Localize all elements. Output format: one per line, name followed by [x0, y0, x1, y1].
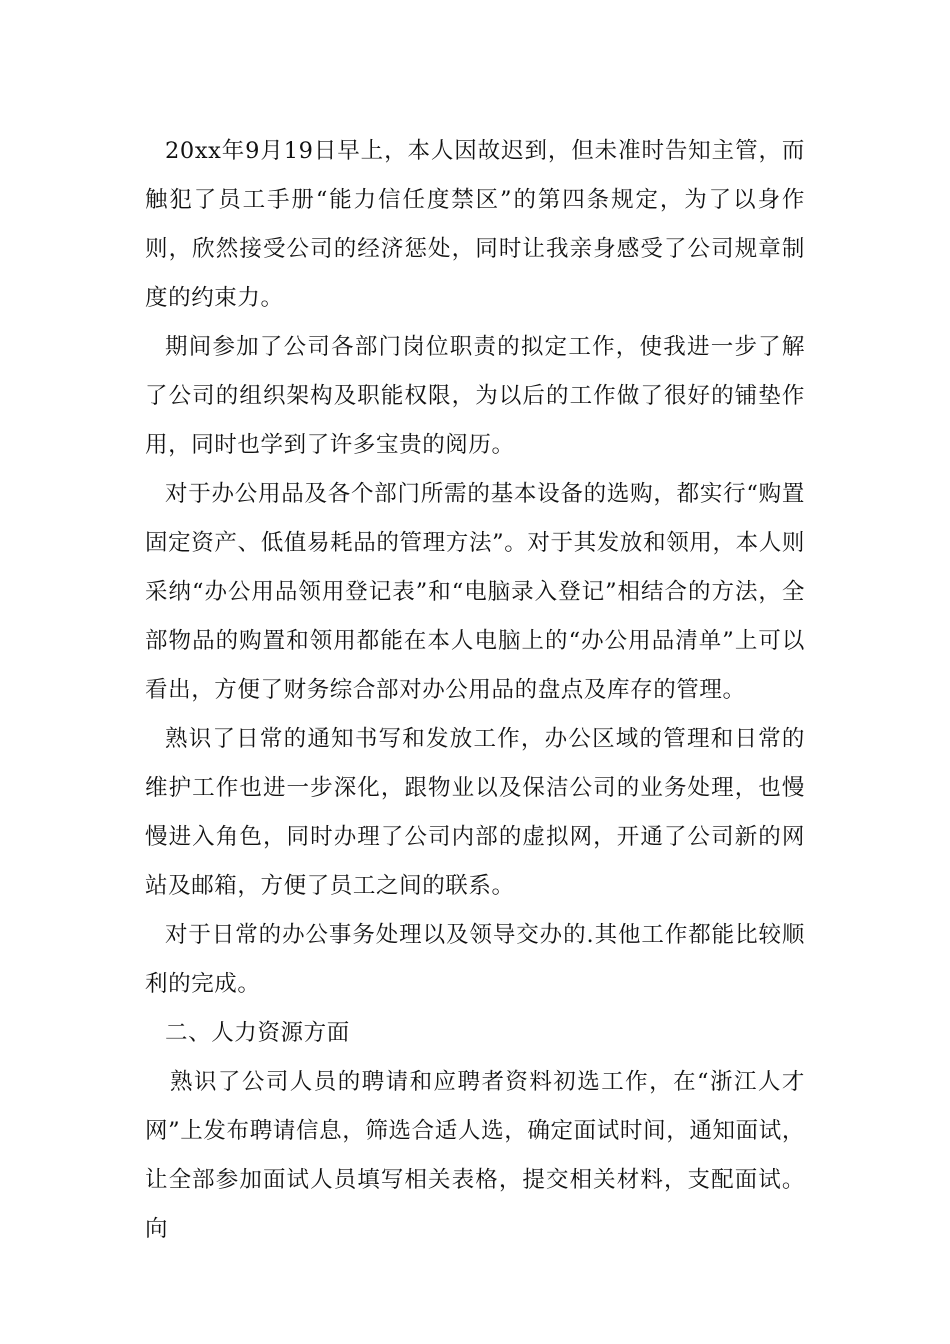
section-heading-human-resources: 二、人力资源方面 — [165, 1020, 350, 1046]
paragraph-daily-affairs: 对于日常的办公事务处理以及领导交办的.其他工作都能比较顺利的完成。 — [145, 922, 805, 997]
paragraph-office-supplies: 对于办公用品及各个部门所需的基本设备的选购，都实行“购置固定资产、低值易耗品的管理方法”。对于其发放和领用，本人则采纳“办公用品领用登记表”和“电脑录入登记”相结合的方法，全部物品的购置和领用都能在本人电脑上的“办公用品清单”上可以看出，方便了财务综合部对办公用品的盘点及库存的管理。 — [145, 481, 805, 703]
paragraph-late-arrival: 20xx年9月19日早上，本人因故迟到，但未准时告知主管，而触犯了员工手册“能力信任度禁区”的第四条规定，为了以身作则，欣然接受公司的经济惩处，同时让我亲身感受了公司规章制度的约束力。 — [145, 138, 805, 311]
paragraph-recruitment: 熟识了公司人员的聘请和应聘者资料初选工作，在“浙江人才网”上发布聘请信息，筛选合适人选，确定面试时间，通知面试，让全部参加面试人员填写相关表格，提交相关材料，支配面试。 向 — [145, 1069, 805, 1242]
paragraph-job-duties: 期间参加了公司各部门岗位职责的拟定工作，使我进一步了解了公司的组织架构及职能权限，为以后的工作做了很好的铺垫作用，同时也学到了许多宝贵的阅历。 — [145, 334, 805, 458]
paragraph-daily-notices: 熟识了日常的通知书写和发放工作，办公区域的管理和日常的维护工作也进一步深化，跟物业以及保洁公司的业务处理，也慢慢进入角色，同时办理了公司内部的虚拟网，开通了公司新的网站及邮箱，方便了员工之间的联系。 — [145, 726, 805, 899]
document-body — [145, 127, 805, 1254]
